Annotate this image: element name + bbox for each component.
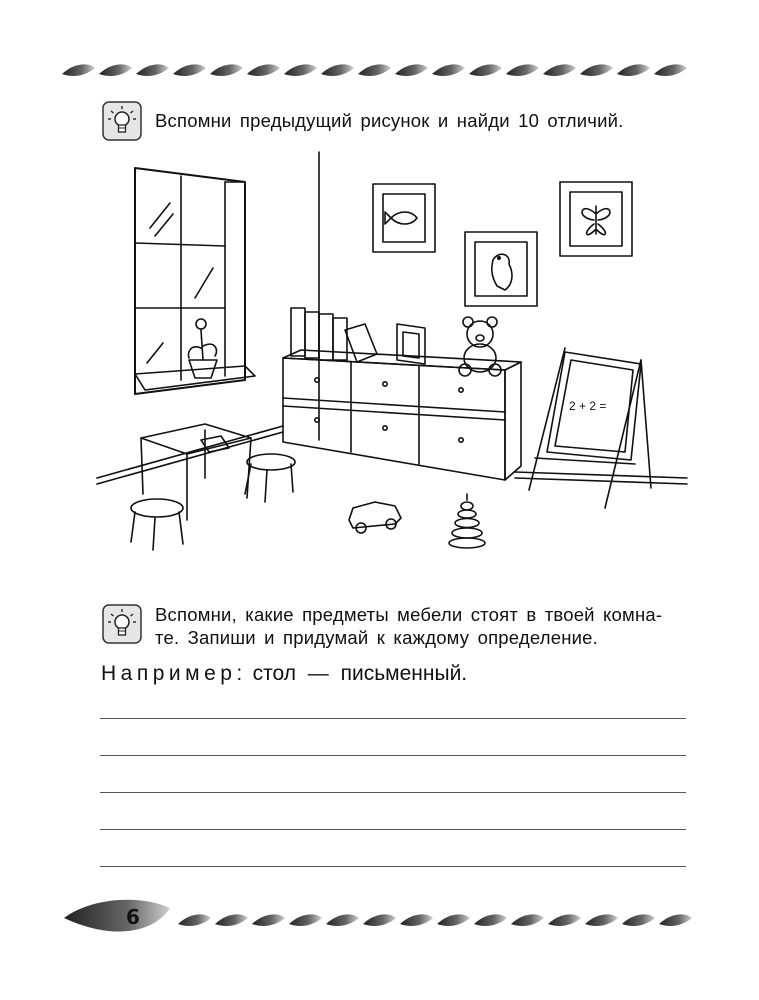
easel bbox=[529, 348, 651, 508]
leaf-ornament bbox=[654, 64, 687, 76]
baseboard-right bbox=[515, 472, 687, 484]
leaf-ornament bbox=[363, 914, 396, 926]
leaf-ornament bbox=[506, 64, 539, 76]
leaf-ornament bbox=[358, 64, 391, 76]
baseboard-left bbox=[97, 426, 283, 484]
example-lead: Например: bbox=[101, 662, 247, 685]
leaf-ornament bbox=[247, 64, 280, 76]
example-answer: стол — письменный. bbox=[252, 662, 468, 685]
picture-fish bbox=[373, 184, 435, 252]
leaf-ornament bbox=[136, 64, 169, 76]
toy-car bbox=[349, 502, 401, 533]
task-1-text: Вспомни предыдущий рисунок и найди 10 отличий. bbox=[155, 110, 624, 131]
leaf-ornament bbox=[437, 914, 470, 926]
leaf-ornament bbox=[432, 64, 465, 76]
leaf-ornament bbox=[173, 64, 206, 76]
stool-back bbox=[245, 454, 295, 502]
board-text: 2 + 2 = bbox=[569, 399, 607, 413]
leaf-ornament bbox=[99, 64, 132, 76]
leaf-ornament bbox=[326, 914, 359, 926]
leaf-ornament bbox=[210, 64, 243, 76]
leaf-ornament bbox=[252, 914, 285, 926]
leaf-ornament bbox=[469, 64, 502, 76]
top-leaf-border bbox=[0, 52, 759, 88]
leaf-ornament bbox=[400, 914, 433, 926]
writing-lines bbox=[100, 718, 686, 903]
task-2 bbox=[101, 603, 662, 649]
leaf-ornament bbox=[178, 914, 211, 926]
lightbulb-icon bbox=[101, 603, 143, 645]
leaf-ornament bbox=[511, 914, 544, 926]
leaf-ornament bbox=[474, 914, 507, 926]
leaf-ornament bbox=[215, 914, 248, 926]
leaf-ornament bbox=[321, 64, 354, 76]
small-frame bbox=[397, 324, 425, 364]
room-illustration bbox=[95, 148, 695, 558]
pyramid-toy bbox=[449, 494, 485, 548]
leaf-ornament bbox=[617, 64, 650, 76]
leaf-ornament bbox=[284, 64, 317, 76]
page-number-leaf bbox=[64, 900, 170, 932]
leaf-ornament bbox=[289, 914, 322, 926]
task-2-line-2: те. Запиши и придумай к каждому определение. bbox=[155, 627, 599, 648]
writing-line[interactable] bbox=[100, 829, 686, 830]
leaf-ornament bbox=[543, 64, 576, 76]
leaf-ornament bbox=[548, 914, 581, 926]
page-number: 6 bbox=[126, 905, 140, 929]
bottom-leaf-border bbox=[0, 890, 759, 954]
task-2-line-1: Вспомни, какие предметы мебели стоят в твоей комна- bbox=[155, 604, 663, 625]
stool-front bbox=[131, 499, 183, 550]
writing-line[interactable] bbox=[100, 718, 686, 719]
picture-butterfly bbox=[560, 182, 632, 256]
leaf-ornament bbox=[62, 64, 95, 76]
lightbulb-icon bbox=[101, 100, 143, 142]
leaf-ornament bbox=[395, 64, 428, 76]
leaf-ornament bbox=[622, 914, 655, 926]
leaf-ornament bbox=[580, 64, 613, 76]
leaf-ornament bbox=[659, 914, 692, 926]
leaf-ornament bbox=[585, 914, 618, 926]
picture-parrot bbox=[465, 232, 537, 306]
writing-line[interactable] bbox=[100, 866, 686, 867]
writing-line[interactable] bbox=[100, 755, 686, 756]
example-line bbox=[101, 662, 467, 686]
writing-line[interactable] bbox=[100, 792, 686, 793]
task-1 bbox=[101, 100, 624, 142]
